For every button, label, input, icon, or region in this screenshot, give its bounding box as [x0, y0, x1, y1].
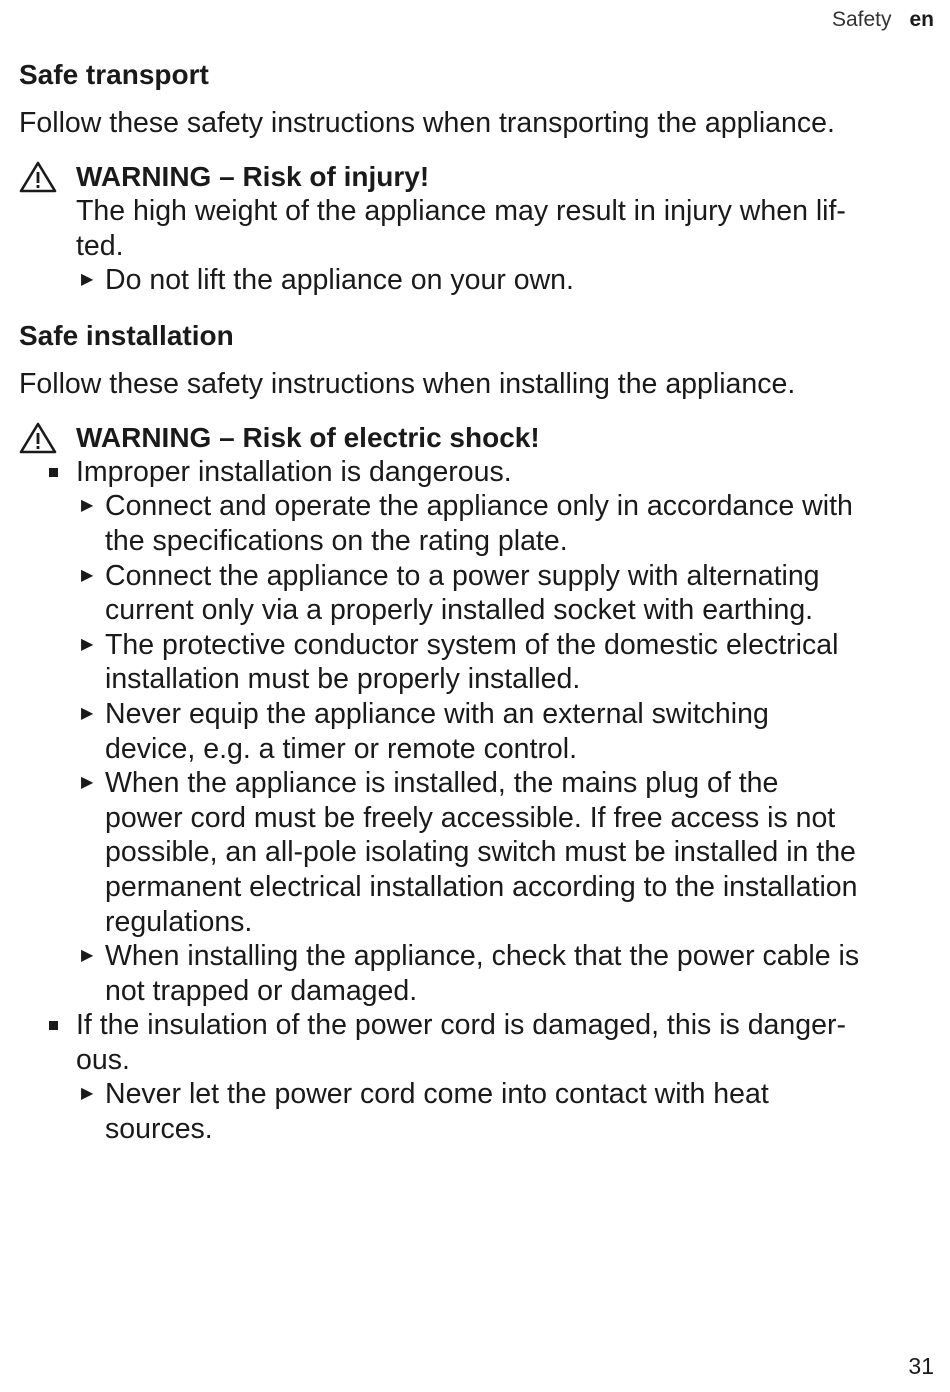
- text-line: ted.: [76, 229, 124, 262]
- triangle-right-icon: ▶: [81, 635, 94, 653]
- square-bullet-icon: [49, 468, 58, 477]
- text-line: When the appliance is installed, the mains plug of the: [105, 767, 779, 800]
- installation-step: [81, 939, 934, 1008]
- text-line: ous.: [76, 1043, 130, 1076]
- transport-step: [81, 263, 934, 298]
- installation-intro: Follow these safety instructions when installing the appliance.: [19, 367, 796, 400]
- text-line: The protective conductor system of the domestic electrical: [105, 628, 839, 661]
- square-bullet-icon: [49, 1021, 58, 1030]
- transport-warning: [19, 159, 934, 298]
- triangle-right-icon: ▶: [81, 271, 94, 289]
- text-line: Connect and operate the appliance only in accordance with: [105, 490, 853, 523]
- text-line: not trapped or damaged.: [105, 974, 418, 1007]
- header-section: Safety: [831, 8, 892, 31]
- header-language: en: [909, 8, 934, 31]
- warning-triangle-icon: [19, 161, 57, 193]
- page-number: 31: [908, 1353, 934, 1379]
- transport-warning-text: [76, 194, 934, 263]
- text-line: sources.: [105, 1113, 213, 1146]
- installation-step: [81, 1077, 934, 1146]
- installation-step: [81, 697, 934, 766]
- warning-triangle-icon: [19, 422, 57, 454]
- text-line: possible, an all-pole isolating switch must be installed in the: [105, 836, 856, 869]
- installation-warning-title: WARNING – Risk of electric shock!: [76, 421, 540, 453]
- installation-step: [81, 766, 934, 939]
- text-line: current only via a properly installed socket with earthing.: [105, 594, 814, 627]
- text-line: Never let the power cord come into contact with heat: [105, 1078, 769, 1111]
- triangle-right-icon: ▶: [81, 497, 94, 515]
- triangle-right-icon: ▶: [81, 566, 94, 584]
- text-line: When installing the appliance, check that the power cable is: [105, 940, 860, 973]
- running-header: [832, 8, 934, 32]
- text-line: Do not lift the appliance on your own.: [105, 264, 574, 297]
- transport-warning-title: WARNING – Risk of injury!: [76, 161, 430, 192]
- triangle-right-icon: ▶: [81, 1085, 94, 1103]
- text-line: installation must be properly installed.: [105, 663, 581, 696]
- text-line: If the insulation of the power cord is damaged, this is danger-: [76, 1009, 846, 1042]
- heading-safe-transport: Safe transport: [19, 59, 209, 90]
- text-line: permanent electrical installation according to the installation: [105, 870, 858, 903]
- text-line: Connect the appliance to a power supply with alternating: [105, 559, 820, 592]
- text-line: device, e.g. a timer or remote control.: [105, 732, 578, 765]
- triangle-right-icon: ▶: [81, 704, 94, 722]
- transport-intro: Follow these safety instructions when transporting the appliance.: [19, 107, 835, 139]
- page-content: [19, 57, 934, 1147]
- text-line: power cord must be freely accessible. If free access is not: [105, 801, 836, 834]
- installation-warning: [19, 420, 934, 1147]
- text-line: the specifications on the rating plate.: [105, 524, 568, 557]
- text-line: Improper installation is dangerous.: [76, 455, 512, 488]
- bullet-item: [76, 455, 934, 490]
- text-line: The high weight of the appliance may result in injury when lif-: [76, 195, 846, 227]
- text-line: Never equip the appliance with an external switching: [105, 697, 769, 730]
- text-line: regulations.: [105, 905, 253, 938]
- installation-step: [81, 489, 934, 558]
- installation-step: [81, 559, 934, 628]
- heading-safe-installation: Safe installation: [19, 319, 234, 351]
- triangle-right-icon: ▶: [81, 774, 94, 792]
- triangle-right-icon: ▶: [81, 947, 94, 965]
- bullet-item: [76, 1008, 934, 1077]
- installation-step: [81, 628, 934, 697]
